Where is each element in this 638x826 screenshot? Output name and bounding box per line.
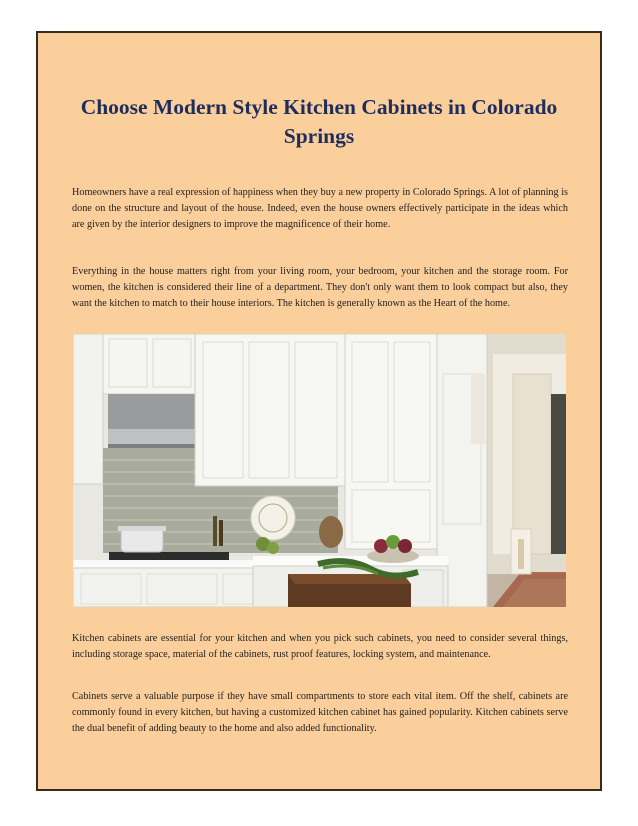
cabinet-purpose-paragraph: Cabinets serve a valuable purpose if they have small compartments to store each vital item. Off the shelf, cabinets are commonly found in every kitchen, but having a customized kitchen cabinet has gained popularity. Kitchen cabinets serve the dual benefit of adding beauty to the home and also added functionality.: [72, 691, 568, 735]
cabinet-considerations-paragraph: Kitchen cabinets are essential for your kitchen and when you pick such cabinets, you need to consider several things, including storage space, material of the cabinets, rust proof features, locking system, and maintenance.: [72, 633, 568, 661]
page-title: Choose Modern Style Kitchen Cabinets in Colorado Springs: [80, 95, 558, 148]
page-frame: [36, 31, 602, 791]
kitchen-importance-paragraph: Everything in the house matters right from your living room, your bedroom, your kitchen and the storage room. For women, the kitchen is considered their line of a department. They don't only want them to look compact but also, they want the kitchen to match to their house interiors. The kitchen is generally known as the Heart of the home.: [72, 266, 568, 310]
kitchen-photo: [73, 334, 566, 607]
intro-paragraph: Homeowners have a real expression of happiness when they buy a new property in Colorado Springs. A lot of planning is done on the structure and layout of the house. Indeed, even the house owners effectively participate in the ideas which are given by the interior designers to improve the magnificence of their home.: [72, 187, 568, 231]
